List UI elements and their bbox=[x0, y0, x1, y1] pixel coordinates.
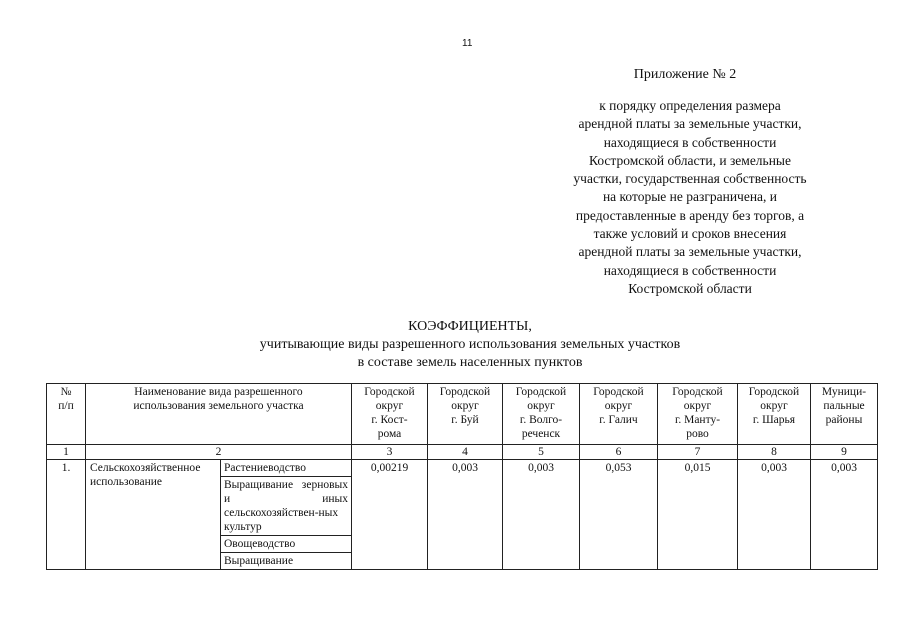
table-row bbox=[47, 460, 878, 570]
header-no: № п/п bbox=[47, 384, 86, 445]
subtype-item: Растениеводство bbox=[221, 460, 351, 477]
coefficients-table bbox=[46, 383, 878, 570]
appendix-line: арендной платы за земельные участки, bbox=[578, 244, 802, 260]
appendix-line: арендной платы за земельные участки, bbox=[578, 116, 802, 132]
column-number: 5 bbox=[503, 445, 580, 460]
value-municipal: 0,003 bbox=[811, 460, 878, 570]
column-number: 4 bbox=[428, 445, 503, 460]
value-galich: 0,053 bbox=[580, 460, 658, 570]
row-number: 1. bbox=[47, 460, 86, 570]
column-number: 2 bbox=[86, 445, 352, 460]
header-manturovo: Городской округ г. Манту- рово bbox=[658, 384, 738, 445]
subtype-item: Выращивание зерновых и иных сельскохозяйствен-ных культур bbox=[221, 477, 351, 536]
header-galich: Городской округ г. Галич bbox=[580, 384, 658, 445]
appendix-line: на которые не разграничена, и bbox=[602, 189, 778, 205]
heading-subtitle-2: в составе земель населенных пунктов bbox=[357, 355, 583, 370]
header-row bbox=[47, 384, 878, 445]
subtype-item: Выращивание bbox=[224, 555, 294, 567]
appendix-line: также условий и сроков внесения bbox=[593, 226, 787, 242]
header-name: Наименование вида разрешенного использования земельного участка bbox=[86, 384, 352, 445]
appendix-line: находящиеся в собственности bbox=[603, 134, 777, 150]
header-volgorechensk: Городской округ г. Волго- реченск bbox=[503, 384, 580, 445]
heading-subtitle: учитывающие виды разрешенного использования земельных участков bbox=[259, 337, 681, 352]
column-number: 1 bbox=[47, 445, 86, 460]
appendix-line: предоставленные в аренду без торгов, а bbox=[575, 207, 805, 223]
value-sharya: 0,003 bbox=[738, 460, 811, 570]
use-kind: Сельскохозяйственное использование bbox=[86, 460, 221, 570]
value-kostroma: 0,00219 bbox=[352, 460, 428, 570]
column-number: 7 bbox=[658, 445, 738, 460]
header-sharya: Городской округ г. Шарья bbox=[738, 384, 811, 445]
table-heading bbox=[170, 318, 770, 372]
appendix-line: Костромской области, и земельные bbox=[589, 152, 791, 168]
appendix-line: Костромской области bbox=[628, 280, 752, 296]
value-volgorechensk: 0,003 bbox=[503, 460, 580, 570]
page-number: 11 bbox=[462, 38, 473, 49]
appendix-line: находящиеся в собственности bbox=[603, 262, 777, 278]
subtype-item: Овощеводство bbox=[221, 536, 351, 553]
appendix-line: участки, государственная собственность bbox=[573, 171, 807, 187]
column-number: 9 bbox=[811, 445, 878, 460]
header-buy: Городской округ г. Буй bbox=[428, 384, 503, 445]
appendix-title: Приложение № 2 bbox=[633, 67, 737, 82]
use-subtypes bbox=[221, 460, 352, 570]
value-buy: 0,003 bbox=[428, 460, 503, 570]
value-manturovo: 0,015 bbox=[658, 460, 738, 570]
header-municipal: Муници- пальные районы bbox=[811, 384, 878, 445]
column-number: 6 bbox=[580, 445, 658, 460]
appendix-line: к порядку определения размера bbox=[599, 98, 781, 113]
column-number: 3 bbox=[352, 445, 428, 460]
column-number-row bbox=[47, 445, 878, 460]
header-kostroma: Городской округ г. Кост- рома bbox=[352, 384, 428, 445]
appendix-text bbox=[545, 97, 835, 298]
column-number: 8 bbox=[738, 445, 811, 460]
heading-title: КОЭФФИЦИЕНТЫ, bbox=[408, 319, 532, 334]
